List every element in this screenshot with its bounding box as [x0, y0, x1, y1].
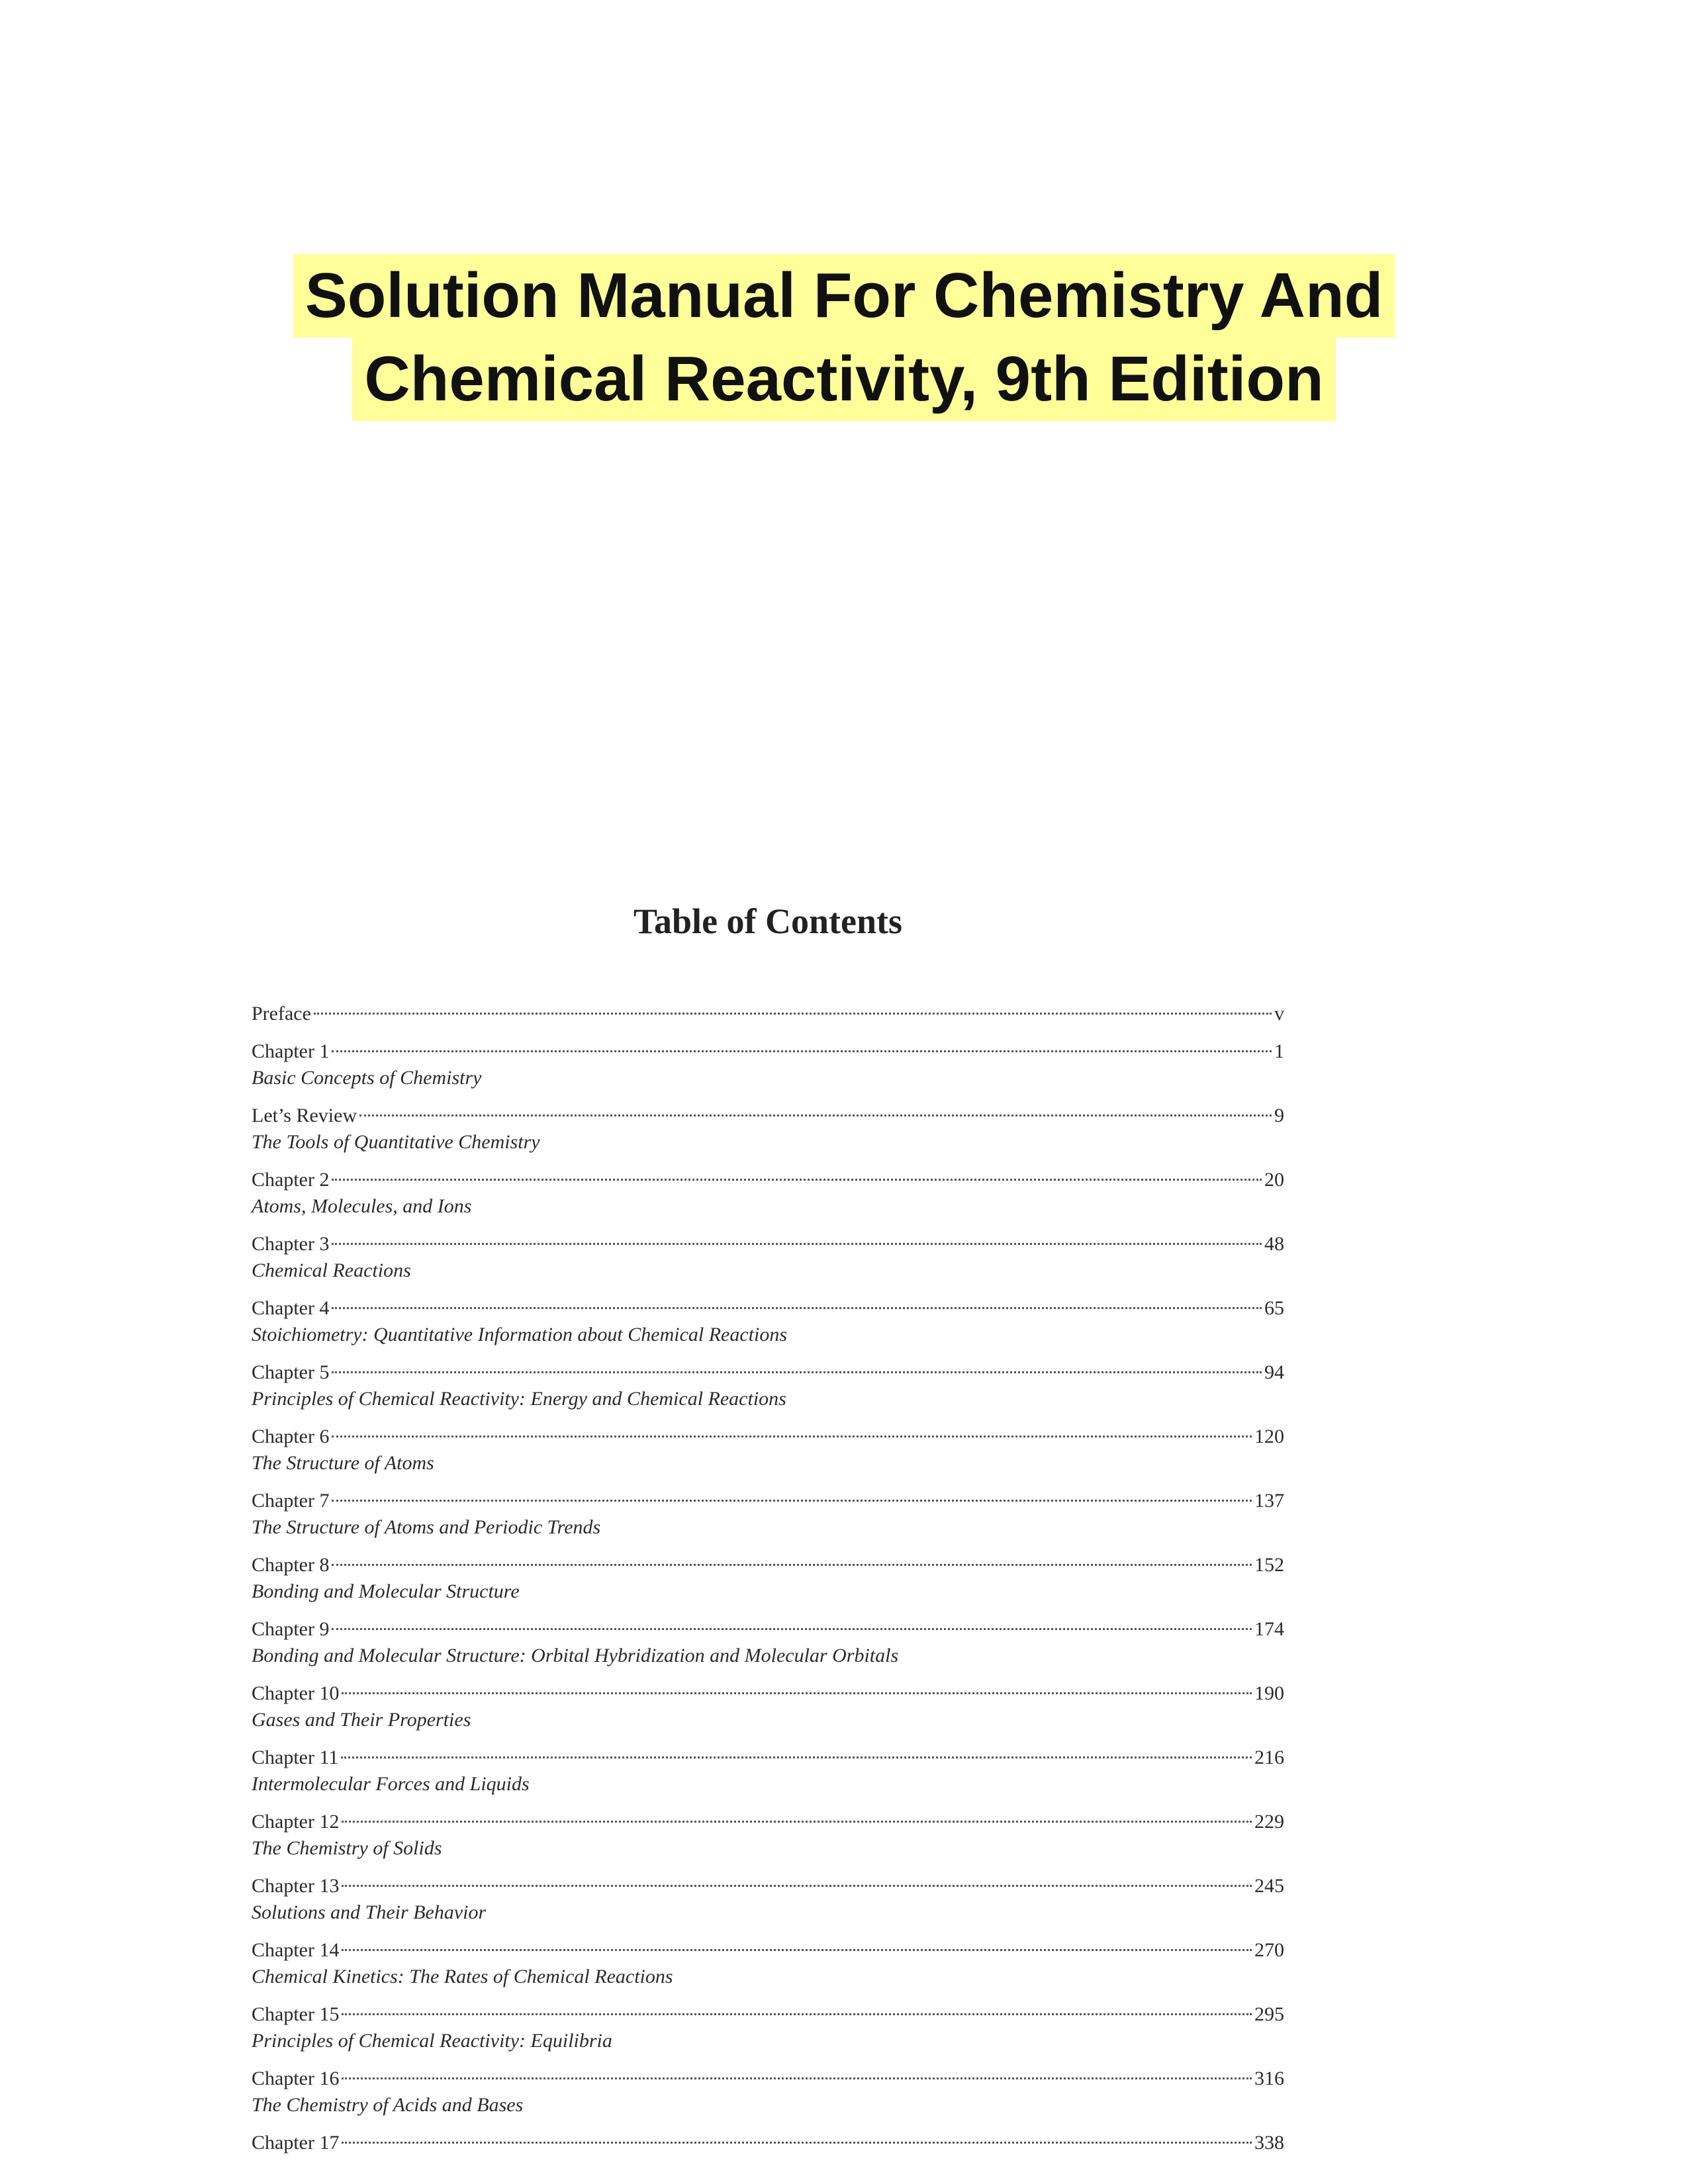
- toc-entry-page: 94: [1264, 1361, 1284, 1383]
- toc-entry-page: 9: [1274, 1105, 1284, 1126]
- toc-entry[interactable]: [252, 2066, 1284, 2118]
- toc-entry-subtitle: Gases and Their Properties: [252, 1709, 471, 1731]
- toc-entry[interactable]: [252, 1424, 1284, 1477]
- toc-entry-line: [252, 1167, 1284, 1193]
- toc-entry-label: Chapter 13: [252, 1875, 340, 1897]
- toc-entry-line: [252, 1231, 1284, 1257]
- toc-entry-page: 1: [1274, 1040, 1284, 1062]
- toc-entry[interactable]: [252, 1873, 1284, 1926]
- toc-entry-page: 190: [1254, 1682, 1284, 1704]
- toc-entry[interactable]: [252, 1616, 1284, 1669]
- toc-dot-leader: [342, 1692, 1252, 1694]
- toc-entry[interactable]: [252, 1038, 1284, 1091]
- toc-entry-page: 120: [1254, 1426, 1284, 1447]
- toc-entry-subtitle: The Chemistry of Solids: [252, 1837, 442, 1859]
- toc-entry-line: [252, 1359, 1284, 1386]
- toc-entry[interactable]: [252, 1488, 1284, 1541]
- toc-entry[interactable]: [252, 2001, 1284, 2054]
- toc-entry-line: [252, 1424, 1284, 1450]
- toc-entry-subtitle: Stoichiometry: Quantitative Information about Chemical Reactions: [252, 1324, 788, 1345]
- toc-entry-line: [252, 2001, 1284, 2028]
- toc-entry-label: Chapter 11: [252, 1747, 339, 1768]
- toc-dot-leader: [332, 1179, 1262, 1181]
- toc-entry-page: 137: [1254, 1490, 1284, 1512]
- toc-entry-label: Let’s Review: [252, 1105, 357, 1126]
- toc-entry-label: Chapter 2: [252, 1169, 330, 1191]
- toc-entry-subtitle: The Tools of Quantitative Chemistry: [252, 1131, 540, 1153]
- toc-dot-leader: [332, 1307, 1262, 1309]
- toc-dot-leader: [332, 1050, 1272, 1052]
- toc-entry[interactable]: [252, 1552, 1284, 1605]
- toc-entry-page: 48: [1264, 1233, 1284, 1255]
- toc-entry[interactable]: [252, 1001, 1284, 1027]
- toc-heading: Table of Contents: [633, 901, 903, 941]
- toc-entry-line: [252, 1001, 1284, 1027]
- toc-dot-leader: [342, 1821, 1252, 1823]
- toc-entry-page: 20: [1264, 1169, 1284, 1191]
- toc-entry-subtitle: The Structure of Atoms: [252, 1452, 434, 1474]
- toc-entry[interactable]: [252, 1937, 1284, 1990]
- toc-entry[interactable]: [252, 2130, 1284, 2156]
- toc-entry-subtitle: Atoms, Molecules, and Ions: [252, 1195, 472, 1217]
- toc-entry-label: Chapter 15: [252, 2003, 340, 2025]
- toc-entry-label: Chapter 14: [252, 1939, 340, 1961]
- toc-entry-page: 65: [1264, 1297, 1284, 1319]
- toc-entry-subtitle: Chemical Reactions: [252, 1259, 411, 1281]
- toc-entry[interactable]: [252, 1809, 1284, 1862]
- toc-entry-page: 216: [1254, 1747, 1284, 1768]
- toc-entry-line: [252, 1745, 1284, 1771]
- toc-dot-leader: [342, 2077, 1252, 2079]
- title-line-1: Solution Manual For Chemistry And: [293, 254, 1395, 338]
- toc-entry-page: 174: [1254, 1618, 1284, 1640]
- toc-entry-subtitle: The Structure of Atoms and Periodic Trends: [252, 1516, 601, 1538]
- toc-dot-leader: [341, 1756, 1252, 1758]
- toc-entry-line: [252, 1103, 1284, 1129]
- toc-entry-line: [252, 1616, 1284, 1643]
- toc-entry-label: Chapter 12: [252, 1811, 340, 1833]
- toc-entry-label: Chapter 17: [252, 2132, 340, 2154]
- toc-entry-subtitle: Principles of Chemical Reactivity: Energy and Chemical Reactions: [252, 1388, 786, 1410]
- toc-entry[interactable]: [252, 1359, 1284, 1412]
- toc-entry-page: 295: [1254, 2003, 1284, 2025]
- toc-dot-leader: [332, 1435, 1252, 1437]
- toc-entry-label: Chapter 8: [252, 1554, 330, 1576]
- toc-entry-label: Chapter 7: [252, 1490, 330, 1512]
- toc-entry-subtitle: The Chemistry of Acids and Bases: [252, 2094, 524, 2116]
- toc-entry-label: Chapter 10: [252, 1682, 340, 1704]
- toc-dot-leader: [359, 1115, 1272, 1116]
- toc-dot-leader: [332, 1628, 1252, 1630]
- toc-entry-line: [252, 1488, 1284, 1514]
- toc-entry-page: 316: [1254, 2068, 1284, 2089]
- toc-entry-page: v: [1274, 1003, 1284, 1024]
- toc-entry-subtitle: Bonding and Molecular Structure: [252, 1580, 520, 1602]
- toc-dot-leader: [314, 1013, 1272, 1015]
- toc-entry[interactable]: [252, 1745, 1284, 1797]
- toc-entry-line: [252, 1038, 1284, 1065]
- toc-entry-page: 338: [1254, 2132, 1284, 2154]
- toc-dot-leader: [332, 1564, 1252, 1566]
- toc-entry-page: 229: [1254, 1811, 1284, 1833]
- toc-dot-leader: [332, 1243, 1262, 1245]
- toc-entry-line: [252, 1295, 1284, 1322]
- toc-entry-line: [252, 1937, 1284, 1964]
- toc-dot-leader: [342, 1885, 1252, 1887]
- document-title: [0, 254, 1688, 421]
- toc-entry-subtitle: Bonding and Molecular Structure: Orbital Hybridization and Molecular Orbitals: [252, 1645, 899, 1666]
- table-of-contents: [252, 895, 1284, 2167]
- toc-entry-line: [252, 1552, 1284, 1578]
- toc-entry[interactable]: [252, 1231, 1284, 1284]
- toc-dot-leader: [342, 1949, 1252, 1951]
- toc-entry-label: Chapter 16: [252, 2068, 340, 2089]
- toc-dot-leader: [332, 1371, 1262, 1373]
- toc-entry-subtitle: Basic Concepts of Chemistry: [252, 1067, 482, 1089]
- toc-entry-line: [252, 1680, 1284, 1707]
- toc-dot-leader: [342, 2142, 1252, 2144]
- toc-entry-page: 270: [1254, 1939, 1284, 1961]
- toc-entry-label: Preface: [252, 1003, 311, 1024]
- toc-entry-label: Chapter 3: [252, 1233, 330, 1255]
- toc-entry-page: 152: [1254, 1554, 1284, 1576]
- toc-entry[interactable]: [252, 1680, 1284, 1733]
- toc-entry-subtitle: Intermolecular Forces and Liquids: [252, 1773, 530, 1795]
- toc-entry-label: Chapter 9: [252, 1618, 330, 1640]
- toc-entry-line: [252, 1873, 1284, 1899]
- toc-entry-label: Chapter 5: [252, 1361, 330, 1383]
- toc-entry-subtitle: Chemical Kinetics: The Rates of Chemical Reactions: [252, 1966, 673, 1987]
- toc-dot-leader: [342, 2013, 1252, 2015]
- toc-entry-subtitle: Solutions and Their Behavior: [252, 1901, 487, 1923]
- toc-dot-leader: [332, 1500, 1252, 1502]
- toc-entry-line: [252, 1809, 1284, 1835]
- toc-entry-subtitle: Principles of Chemical Reactivity: Equilibria: [252, 2030, 612, 2052]
- toc-entry-label: Chapter 1: [252, 1040, 330, 1062]
- toc-entry-label: Chapter 6: [252, 1426, 330, 1447]
- toc-entry-page: 245: [1254, 1875, 1284, 1897]
- toc-list: [252, 1001, 1284, 2156]
- toc-entry[interactable]: [252, 1167, 1284, 1220]
- toc-entry-label: Chapter 4: [252, 1297, 330, 1319]
- title-line-2: Chemical Reactivity, 9th Edition: [352, 338, 1335, 421]
- toc-entry-line: [252, 2066, 1284, 2092]
- toc-entry-line: [252, 2130, 1284, 2156]
- toc-entry[interactable]: [252, 1103, 1284, 1156]
- toc-entry[interactable]: [252, 1295, 1284, 1348]
